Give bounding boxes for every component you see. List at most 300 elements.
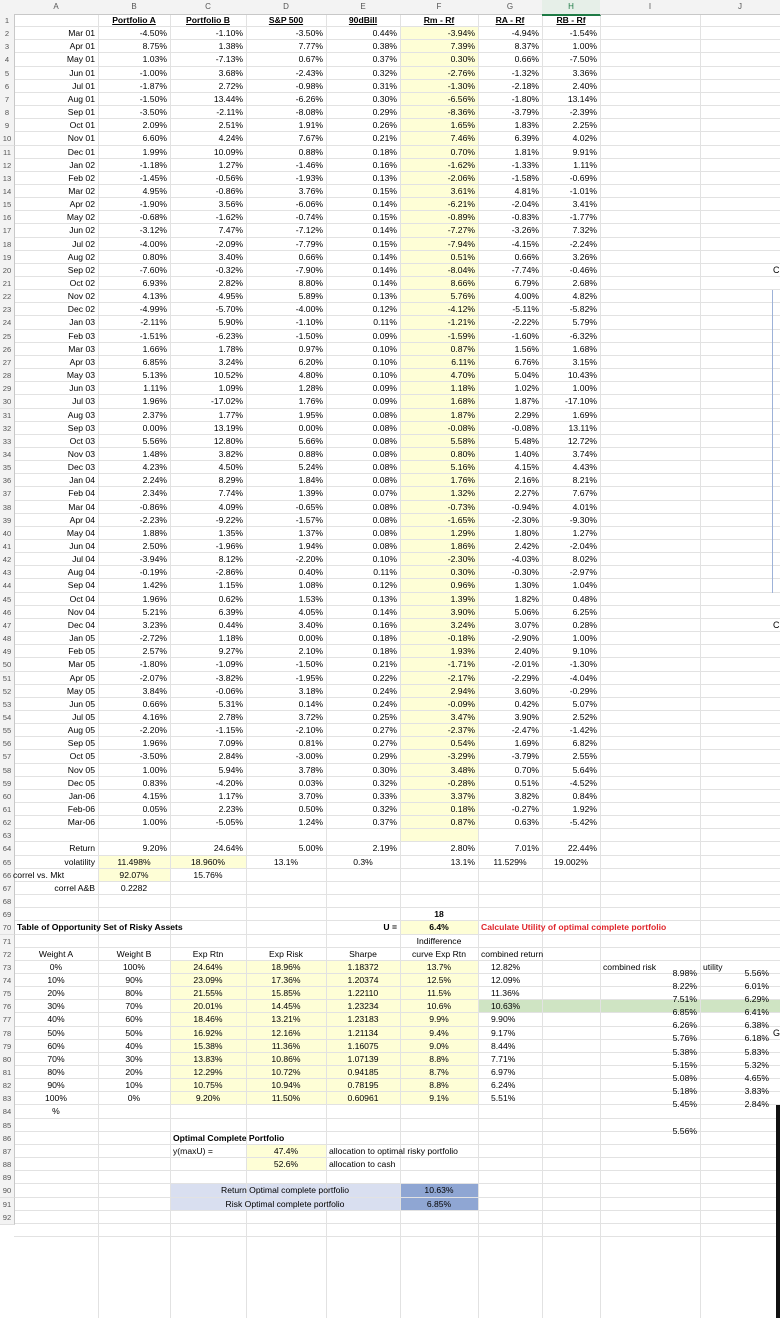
return-cell[interactable]: -1.87% — [139, 80, 167, 91]
volatility-value[interactable]: 11.498% — [117, 856, 151, 867]
return-cell[interactable]: 0.44% — [372, 28, 397, 39]
return-value[interactable]: 9.20% — [142, 843, 167, 854]
row-header[interactable]: 80 — [0, 1053, 15, 1067]
weight-b-cell[interactable]: 30% — [125, 1053, 143, 1064]
return-cell[interactable]: -4.50% — [139, 28, 167, 39]
combined-risk-cell[interactable]: 5.15% — [672, 1059, 697, 1070]
return-cell[interactable]: -2.90% — [511, 633, 539, 644]
date-cell[interactable]: Aug 02 — [67, 251, 95, 262]
row-header[interactable]: 39 — [0, 514, 15, 528]
return-cell[interactable]: 6.20% — [298, 356, 323, 367]
row-header[interactable]: 1 — [0, 14, 15, 28]
row-header[interactable]: 5 — [0, 67, 15, 81]
return-cell[interactable]: 0.11% — [373, 317, 397, 328]
date-cell[interactable]: May 03 — [66, 370, 95, 381]
row-header[interactable]: 49 — [0, 645, 15, 659]
return-cell[interactable]: 1.15% — [218, 580, 243, 591]
return-cell[interactable]: -0.08% — [447, 422, 475, 433]
row-header[interactable]: 66 — [0, 869, 15, 883]
weight-b-cell[interactable]: 20% — [125, 1067, 143, 1077]
return-cell[interactable]: -7.13% — [215, 54, 243, 65]
return-cell[interactable]: -0.86% — [139, 501, 167, 512]
exp-risk-cell[interactable]: 18.96% — [271, 961, 301, 972]
y-label[interactable]: y(maxU) = — [173, 1145, 213, 1156]
return-cell[interactable]: 4.95% — [142, 185, 167, 196]
return-cell[interactable]: 0.27% — [372, 725, 397, 736]
utility-label[interactable]: U = — [383, 922, 397, 933]
correl-mkt-a[interactable]: 92.07% — [119, 869, 149, 880]
return-cell[interactable]: 0.15% — [372, 238, 397, 249]
indifference-cell[interactable]: 10.6% — [426, 1001, 452, 1012]
utility-cell[interactable]: 6.29% — [744, 994, 769, 1005]
utility-cell[interactable]: 2.84% — [744, 1099, 769, 1110]
return-cell[interactable]: -3.26% — [511, 225, 539, 236]
extra-risk-cell[interactable]: 5.56% — [672, 1126, 697, 1137]
date-cell[interactable]: Mar 01 — [68, 28, 95, 39]
indifference-cell[interactable]: 11.5% — [427, 988, 451, 999]
row-header[interactable]: 62 — [0, 816, 15, 830]
return-cell[interactable]: 3.90% — [514, 711, 539, 722]
correl-ab-value[interactable]: 0.2282 — [120, 882, 148, 893]
row-header[interactable]: 3 — [0, 40, 15, 54]
return-cell[interactable]: -6.06% — [295, 199, 323, 210]
return-cell[interactable]: 2.25% — [572, 120, 597, 131]
row-header[interactable]: 43 — [0, 566, 15, 580]
th-exp-risk[interactable]: Exp Risk — [269, 948, 303, 959]
return-cell[interactable]: -5.05% — [215, 817, 243, 828]
return-cell[interactable]: 0.10% — [372, 356, 397, 367]
combined-risk-cell[interactable]: 5.18% — [672, 1086, 697, 1097]
return-cell[interactable]: -3.50% — [139, 751, 167, 762]
risk-aversion-a[interactable]: 18 — [434, 909, 444, 920]
exp-risk-cell[interactable]: 14.45% — [271, 1001, 301, 1012]
return-cell[interactable]: 1.65% — [450, 120, 475, 131]
date-cell[interactable]: Mar-06 — [67, 817, 95, 828]
return-cell[interactable]: -0.18% — [447, 633, 475, 644]
return-cell[interactable]: 0.18% — [372, 646, 397, 657]
return-cell[interactable]: -0.56% — [215, 172, 243, 183]
return-cell[interactable]: 0.42% — [514, 698, 539, 709]
row-header[interactable]: 81 — [0, 1066, 15, 1080]
row-header[interactable]: 23 — [0, 303, 15, 317]
column-header-B[interactable]: B — [98, 0, 171, 15]
weight-b-cell[interactable]: 80% — [125, 988, 143, 999]
weight-a-cell[interactable]: 20% — [47, 988, 65, 999]
indifference-cell[interactable]: 8.7% — [429, 1067, 449, 1077]
return-cell[interactable]: 8.80% — [298, 278, 323, 288]
volatility-value[interactable]: 18.960% — [191, 856, 225, 867]
row-header[interactable]: 4 — [0, 53, 15, 67]
return-cell[interactable]: 1.68% — [572, 343, 597, 354]
sharpe-cell[interactable]: 1.18372 — [347, 961, 379, 972]
date-cell[interactable]: Feb 04 — [68, 488, 95, 499]
date-cell[interactable]: Jun 04 — [69, 541, 95, 551]
exp-risk-cell[interactable]: 15.85% — [271, 988, 301, 999]
return-cell[interactable]: 5.90% — [218, 317, 243, 328]
return-cell[interactable]: 3.82% — [218, 448, 243, 459]
weight-b-cell[interactable]: 0% — [127, 1093, 141, 1104]
row-header[interactable]: 61 — [0, 803, 15, 817]
date-cell[interactable]: Apr 04 — [69, 514, 95, 525]
return-cell[interactable]: 4.80% — [298, 370, 323, 381]
return-cell[interactable]: -1.93% — [295, 172, 323, 183]
combined-return-cell[interactable]: 5.51% — [491, 1093, 516, 1104]
return-cell[interactable]: -0.69% — [569, 172, 597, 183]
column-header-E[interactable]: E — [326, 0, 401, 15]
return-cell[interactable]: 1.68% — [450, 396, 475, 407]
return-cell[interactable]: -3.79% — [511, 107, 539, 118]
return-cell[interactable]: 1.38% — [218, 41, 243, 52]
return-cell[interactable]: 2.68% — [572, 278, 597, 288]
indifference-cell[interactable]: 9.9% — [429, 1014, 449, 1025]
return-cell[interactable]: 5.04% — [514, 370, 539, 381]
return-cell[interactable]: 4.01% — [572, 501, 597, 512]
return-cell[interactable]: -1.30% — [569, 659, 597, 670]
return-cell[interactable]: -2.06% — [447, 172, 475, 183]
header-d[interactable]: S&P 500 — [268, 15, 304, 25]
return-cell[interactable]: 4.05% — [298, 606, 323, 617]
row-header[interactable]: 91 — [0, 1198, 15, 1212]
return-cell[interactable]: 0.96% — [450, 580, 475, 591]
return-cell[interactable]: 6.11% — [451, 356, 475, 367]
return-cell[interactable]: 5.24% — [298, 462, 323, 473]
date-cell[interactable]: Nov 01 — [67, 133, 95, 144]
row-header[interactable]: 75 — [0, 987, 15, 1001]
row-header[interactable]: 13 — [0, 172, 15, 186]
return-cell[interactable]: -2.07% — [139, 672, 167, 683]
row-header[interactable]: 8 — [0, 106, 15, 120]
return-cell[interactable]: 5.64% — [572, 764, 597, 775]
return-cell[interactable]: -4.12% — [447, 304, 475, 315]
y-value[interactable]: 47.4% — [273, 1145, 299, 1156]
weight-a-cell[interactable]: 50% — [47, 1027, 65, 1038]
combined-return-cell[interactable]: 10.63% — [491, 1001, 521, 1012]
return-cell[interactable]: 3.84% — [142, 685, 167, 696]
return-cell[interactable]: 3.60% — [514, 685, 539, 696]
return-cell[interactable]: -3.29% — [447, 751, 475, 762]
row-header[interactable]: 58 — [0, 764, 15, 778]
return-cell[interactable]: 0.62% — [218, 593, 243, 604]
return-cell[interactable]: -5.42% — [569, 817, 597, 828]
combined-risk-cell[interactable]: 7.51% — [672, 994, 697, 1005]
exp-rtn-cell[interactable]: 21.55% — [193, 988, 223, 999]
return-cell[interactable]: 0.08% — [372, 475, 397, 486]
return-cell[interactable]: -1.80% — [139, 659, 167, 670]
exp-rtn-cell[interactable]: 24.64% — [193, 961, 223, 972]
return-cell[interactable]: -0.06% — [215, 685, 243, 696]
return-cell[interactable]: 1.69% — [514, 738, 539, 749]
return-cell[interactable]: -3.50% — [295, 28, 323, 39]
return-cell[interactable]: 3.78% — [298, 764, 323, 775]
return-cell[interactable]: -3.82% — [215, 672, 243, 683]
indifference-cell[interactable]: 12.5% — [426, 974, 452, 985]
row-header[interactable]: 24 — [0, 316, 15, 330]
return-cell[interactable]: 0.16% — [372, 619, 397, 630]
return-cell[interactable]: 3.61% — [450, 185, 475, 196]
return-cell[interactable]: -5.70% — [215, 304, 243, 315]
return-cell[interactable]: 7.09% — [218, 738, 243, 749]
row-header[interactable]: 88 — [0, 1158, 15, 1172]
optimal-title[interactable]: Optimal Complete Portfolio — [173, 1132, 285, 1143]
row-header[interactable]: 12 — [0, 159, 15, 173]
return-cell[interactable]: 2.51% — [218, 120, 243, 131]
row-header[interactable]: 16 — [0, 211, 15, 225]
row-header[interactable]: 10 — [0, 132, 15, 146]
exp-rtn-cell[interactable]: 15.38% — [193, 1040, 223, 1051]
return-cell[interactable]: 3.70% — [298, 790, 323, 801]
return-cell[interactable]: -1.96% — [215, 541, 243, 551]
return-cell[interactable]: 1.87% — [514, 396, 539, 407]
date-cell[interactable]: Sep 04 — [67, 580, 95, 591]
return-cell[interactable]: 0.30% — [372, 764, 397, 775]
return-cell[interactable]: -0.86% — [215, 185, 243, 196]
return-cell[interactable]: 0.66% — [142, 698, 167, 709]
column-header-D[interactable]: D — [246, 0, 327, 15]
return-cell[interactable]: 0.08% — [372, 527, 397, 538]
return-cell[interactable]: 1.94% — [298, 541, 323, 551]
date-cell[interactable]: Jul 02 — [72, 238, 95, 249]
date-cell[interactable]: Feb 05 — [68, 646, 95, 657]
utility-cell[interactable]: 5.56% — [744, 967, 769, 978]
row-header[interactable]: 69 — [0, 908, 15, 922]
return-cell[interactable]: 4.15% — [514, 462, 539, 473]
date-cell[interactable]: Mar 05 — [68, 659, 95, 670]
combined-return-cell[interactable]: 9.90% — [491, 1014, 516, 1025]
date-cell[interactable]: Nov 05 — [67, 764, 95, 775]
combined-risk-cell[interactable]: 5.45% — [672, 1099, 697, 1110]
return-cell[interactable]: 0.51% — [514, 777, 539, 788]
date-cell[interactable]: Aug 03 — [67, 409, 95, 420]
return-cell[interactable]: 1.80% — [514, 527, 539, 538]
indifference-cell[interactable]: 8.8% — [429, 1080, 449, 1091]
return-cell[interactable]: 1.35% — [218, 527, 243, 538]
return-cell[interactable]: 1.02% — [514, 383, 539, 394]
utility-cell[interactable]: 3.83% — [744, 1086, 769, 1097]
return-cell[interactable]: 0.14% — [298, 698, 323, 709]
weight-a-cell[interactable]: 10% — [47, 974, 65, 985]
row-header[interactable]: 40 — [0, 527, 15, 541]
return-cell[interactable]: -1.30% — [447, 80, 475, 91]
sharpe-cell[interactable]: 0.60961 — [347, 1093, 379, 1104]
return-cell[interactable]: -1.00% — [139, 67, 167, 78]
row-header[interactable]: 33 — [0, 435, 15, 449]
return-cell[interactable]: 0.10% — [372, 370, 397, 381]
return-cell[interactable]: 2.37% — [142, 409, 167, 420]
return-cell[interactable]: 2.50% — [142, 541, 167, 551]
return-cell[interactable]: 0.84% — [572, 790, 597, 801]
return-cell[interactable]: 0.80% — [142, 251, 167, 262]
return-cell[interactable]: 12.72% — [567, 435, 597, 446]
return-cell[interactable]: 0.18% — [372, 633, 397, 644]
return-cell[interactable]: 0.66% — [298, 251, 323, 262]
row-header[interactable]: 30 — [0, 395, 15, 409]
return-cell[interactable]: 0.50% — [298, 804, 323, 814]
return-cell[interactable]: -0.94% — [511, 501, 539, 512]
return-cell[interactable]: 7.46% — [450, 133, 475, 144]
return-cell[interactable]: -6.21% — [447, 199, 475, 210]
return-cell[interactable]: 3.40% — [218, 251, 243, 262]
return-cell[interactable]: 1.08% — [298, 580, 323, 591]
return-cell[interactable]: -7.79% — [295, 238, 323, 249]
return-cell[interactable]: -2.04% — [511, 199, 539, 210]
return-cell[interactable]: 1.66% — [142, 343, 167, 354]
row-header[interactable]: 82 — [0, 1079, 15, 1093]
return-cell[interactable]: -3.12% — [139, 225, 167, 236]
row-header[interactable]: 70 — [0, 921, 15, 935]
combined-risk-cell[interactable]: 5.76% — [672, 1033, 697, 1044]
return-cell[interactable]: -2.39% — [569, 107, 597, 118]
return-cell[interactable]: 0.14% — [372, 264, 397, 275]
sharpe-cell[interactable]: 1.21134 — [347, 1027, 379, 1038]
return-cell[interactable]: -0.30% — [511, 567, 539, 578]
return-cell[interactable]: 0.97% — [298, 343, 323, 354]
row-header[interactable]: 59 — [0, 777, 15, 791]
return-cell[interactable]: 7.32% — [572, 225, 597, 236]
date-cell[interactable]: Jul 01 — [72, 80, 95, 91]
row-header[interactable]: 20 — [0, 264, 15, 278]
return-cell[interactable]: 0.66% — [514, 251, 539, 262]
header-b[interactable]: Portfolio A — [112, 15, 156, 25]
return-cell[interactable]: 4.23% — [142, 462, 167, 473]
return-cell[interactable]: 1.82% — [514, 593, 539, 604]
return-cell[interactable]: -7.27% — [447, 225, 475, 236]
return-cell[interactable]: -1.50% — [295, 330, 323, 341]
row-header[interactable]: 87 — [0, 1145, 15, 1159]
sharpe-cell[interactable]: 1.16075 — [347, 1040, 379, 1051]
weight-a-cell[interactable]: 60% — [47, 1040, 65, 1051]
return-cell[interactable]: 4.81% — [514, 185, 539, 196]
return-cell[interactable]: -2.47% — [511, 725, 539, 736]
utility-cell[interactable]: 5.32% — [744, 1059, 769, 1070]
return-cell[interactable]: -2.76% — [447, 67, 475, 78]
header-e[interactable]: 90dBill — [348, 15, 378, 25]
return-cell[interactable]: 13.11% — [568, 422, 597, 433]
return-cell[interactable]: 0.05% — [142, 804, 167, 814]
row-header[interactable]: 31 — [0, 409, 15, 423]
return-cell[interactable]: 1.04% — [572, 580, 597, 591]
return-cell[interactable]: -1.50% — [295, 659, 323, 670]
return-cell[interactable]: -17.02% — [210, 396, 243, 407]
return-cell[interactable]: 5.76% — [450, 291, 475, 302]
exp-rtn-cell[interactable]: 10.75% — [193, 1080, 223, 1091]
return-cell[interactable]: 0.25% — [372, 711, 397, 722]
return-cell[interactable]: 7.67% — [572, 488, 597, 499]
return-cell[interactable]: 1.00% — [142, 817, 167, 828]
return-cell[interactable]: 5.58% — [450, 435, 475, 446]
exp-risk-cell[interactable]: 10.72% — [271, 1067, 301, 1077]
combined-return-cell[interactable]: 6.24% — [491, 1080, 516, 1091]
return-value[interactable]: 7.01% — [514, 843, 539, 854]
date-cell[interactable]: Aug 05 — [67, 725, 95, 736]
row-header[interactable]: 89 — [0, 1171, 15, 1185]
row-header[interactable]: 90 — [0, 1184, 15, 1198]
exp-rtn-cell[interactable]: 20.01% — [193, 1001, 223, 1012]
return-cell[interactable]: 5.56% — [142, 435, 167, 446]
row-header[interactable]: 84 — [0, 1105, 15, 1119]
return-cell[interactable]: 0.13% — [372, 172, 397, 183]
return-cell[interactable]: 1.83% — [514, 120, 539, 131]
return-cell[interactable]: 0.37% — [372, 817, 397, 828]
return-cell[interactable]: 3.26% — [572, 251, 597, 262]
return-cell[interactable]: 1.96% — [142, 593, 167, 604]
row-header[interactable]: 73 — [0, 961, 15, 975]
return-cell[interactable]: 4.09% — [218, 501, 243, 512]
combined-risk-cell[interactable]: 5.08% — [672, 1072, 697, 1083]
return-cell[interactable]: 0.87% — [450, 343, 475, 354]
return-cell[interactable]: -2.10% — [295, 725, 323, 736]
return-cell[interactable]: 0.12% — [372, 304, 397, 315]
return-cell[interactable]: 0.63% — [514, 817, 539, 828]
date-cell[interactable]: Oct 04 — [69, 593, 95, 604]
calc-utility-label[interactable]: Calculate Utility of optimal complete portfolio — [481, 922, 667, 933]
return-cell[interactable]: 0.26% — [372, 120, 397, 131]
return-cell[interactable]: -2.97% — [569, 567, 597, 578]
row-header[interactable]: 19 — [0, 251, 15, 265]
date-cell[interactable]: Dec 03 — [67, 462, 95, 473]
sharpe-cell[interactable]: 0.78195 — [347, 1080, 379, 1091]
select-all-corner[interactable] — [0, 0, 15, 15]
return-value[interactable]: 2.19% — [372, 843, 397, 854]
return-cell[interactable]: 7.77% — [298, 41, 323, 52]
th-combined-risk[interactable]: combined risk — [603, 961, 657, 972]
row-header[interactable]: 54 — [0, 711, 15, 725]
th-sharpe[interactable]: Sharpe — [349, 948, 377, 959]
return-cell[interactable]: 0.22% — [372, 672, 397, 683]
date-cell[interactable]: Feb 02 — [68, 172, 95, 183]
row-header[interactable]: 72 — [0, 948, 15, 962]
return-cell[interactable]: 8.21% — [572, 475, 597, 486]
return-cell[interactable]: -1.10% — [295, 317, 323, 328]
return-cell[interactable]: -9.30% — [569, 514, 597, 525]
volatility-value[interactable]: 13.1% — [273, 856, 299, 867]
date-cell[interactable]: Nov 03 — [67, 448, 95, 459]
row-header[interactable]: 26 — [0, 343, 15, 357]
return-cell[interactable]: 13.19% — [213, 422, 243, 433]
return-cell[interactable]: 0.14% — [372, 199, 397, 210]
return-cell[interactable]: 5.79% — [572, 317, 597, 328]
return-cell[interactable]: -5.11% — [512, 304, 539, 315]
combined-return-cell[interactable]: 8.44% — [491, 1040, 516, 1051]
return-cell[interactable]: 0.48% — [572, 593, 597, 604]
row-header[interactable]: 17 — [0, 224, 15, 238]
return-cell[interactable]: 3.37% — [450, 790, 475, 801]
return-cell[interactable]: 0.29% — [372, 751, 397, 762]
return-cell[interactable]: 1.39% — [298, 488, 323, 499]
return-cell[interactable]: 1.00% — [572, 633, 597, 644]
return-cell[interactable]: 1.18% — [218, 633, 243, 644]
return-cell[interactable]: 6.93% — [142, 278, 167, 288]
return-cell[interactable]: 0.14% — [372, 225, 397, 236]
row-header[interactable]: 85 — [0, 1119, 15, 1133]
date-cell[interactable]: Apr 03 — [69, 356, 95, 367]
return-cell[interactable]: 0.28% — [572, 619, 597, 630]
return-cell[interactable]: 1.11% — [143, 383, 167, 394]
return-cell[interactable]: -1.54% — [569, 28, 597, 39]
volatility-label[interactable]: volatility — [64, 856, 95, 867]
return-cell[interactable]: 0.11% — [373, 567, 397, 578]
return-cell[interactable]: 6.79% — [514, 278, 539, 288]
return-cell[interactable]: 4.70% — [450, 370, 475, 381]
return-cell[interactable]: 2.72% — [218, 80, 243, 91]
return-cell[interactable]: 1.18% — [450, 383, 475, 394]
row-header[interactable]: 63 — [0, 829, 15, 843]
row-header[interactable]: 56 — [0, 737, 15, 751]
return-cell[interactable]: 0.08% — [372, 514, 397, 525]
indifference-header-2[interactable]: curve Exp Rtn — [412, 948, 466, 959]
row-header[interactable]: 28 — [0, 369, 15, 383]
return-cell[interactable]: 2.52% — [572, 711, 597, 722]
indifference-cell[interactable]: 9.0% — [429, 1040, 449, 1051]
